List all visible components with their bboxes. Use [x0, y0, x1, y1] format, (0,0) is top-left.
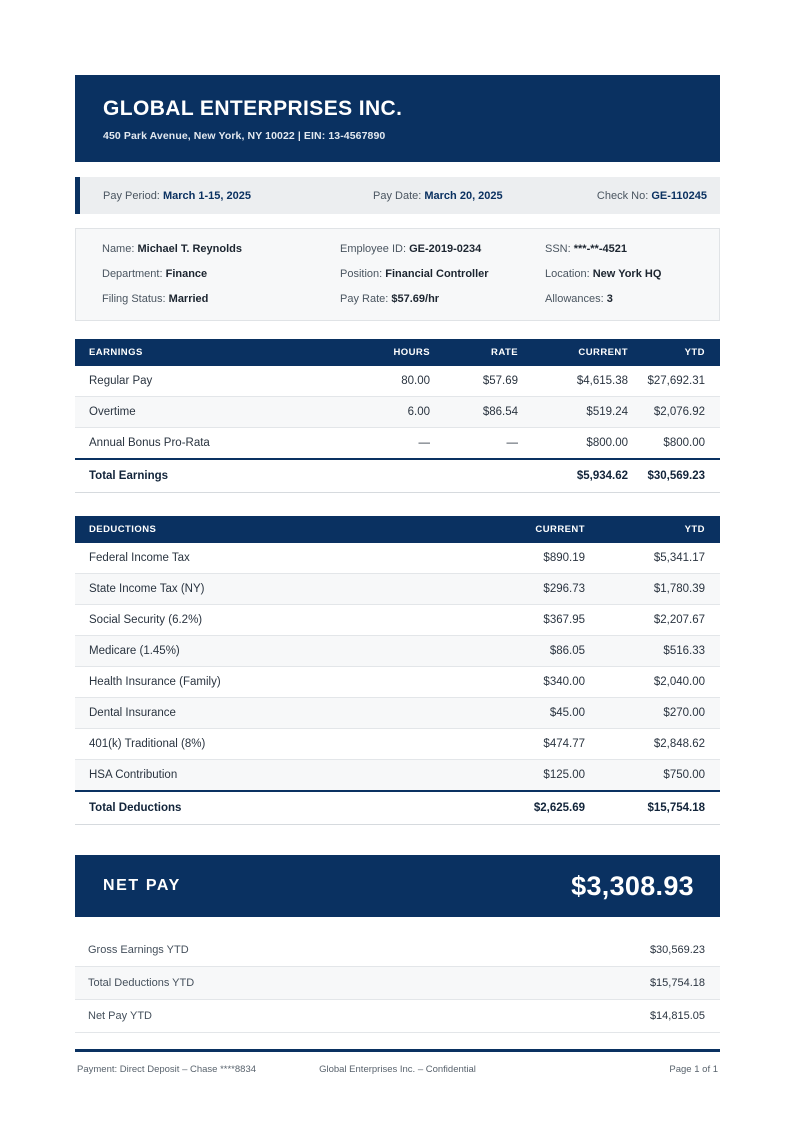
table-row	[75, 397, 720, 428]
table-row	[75, 760, 720, 792]
earnings-total-hours	[330, 459, 430, 493]
employee-location-value: New York HQ	[592, 268, 662, 281]
check-no-value: GE-110245	[651, 189, 707, 202]
footer-confidential-notice: Global Enterprises Inc. – Confidential	[319, 1064, 476, 1076]
footer	[75, 1064, 720, 1075]
deductions-row-current: $125.00	[430, 760, 585, 792]
employee-filing-status-field	[102, 293, 340, 305]
earnings-row-label: Regular Pay	[75, 366, 330, 397]
deductions-row-current: $340.00	[430, 667, 585, 698]
employee-name-field	[102, 243, 340, 255]
summary-row-value: $30,569.23	[555, 934, 720, 967]
employee-position-field	[340, 268, 545, 280]
company-header	[75, 75, 720, 162]
footer-divider	[75, 1049, 720, 1052]
pay-date-value: March 20, 2025	[424, 189, 503, 202]
earnings-header-label: EARNINGS	[75, 339, 330, 366]
deductions-row-label: Health Insurance (Family)	[75, 667, 430, 698]
employee-name-label: Name:	[102, 243, 135, 256]
employee-department-field	[102, 268, 340, 280]
employee-allowances-field	[545, 293, 693, 305]
earnings-header-row	[75, 339, 720, 366]
earnings-table-head	[75, 339, 720, 366]
pay-period-field	[103, 190, 373, 202]
check-no-field	[588, 190, 720, 202]
earnings-header-current: CURRENT	[518, 339, 628, 366]
deductions-total-ytd: $15,754.18	[585, 791, 720, 825]
deductions-header-ytd: YTD	[585, 516, 720, 543]
deductions-row-label: 401(k) Traditional (8%)	[75, 729, 430, 760]
deductions-row-ytd: $2,207.67	[585, 605, 720, 636]
employee-pay-rate-label: Pay Rate:	[340, 293, 389, 306]
employee-position-value: Financial Controller	[385, 268, 489, 281]
deductions-row-current: $45.00	[430, 698, 585, 729]
deductions-total-label: Total Deductions	[75, 791, 430, 825]
deductions-header-label: DEDUCTIONS	[75, 516, 430, 543]
deductions-row-ytd: $1,780.39	[585, 574, 720, 605]
employee-position-label: Position:	[340, 268, 383, 281]
employee-ssn-field	[545, 243, 693, 255]
deductions-row-label: Federal Income Tax	[75, 543, 430, 574]
earnings-table-body	[75, 366, 720, 493]
deductions-row-ytd: $2,040.00	[585, 667, 720, 698]
table-row	[75, 729, 720, 760]
employee-allowances-value: 3	[606, 293, 613, 306]
earnings-row-hours: 80.00	[330, 366, 430, 397]
earnings-total-ytd: $30,569.23	[628, 459, 720, 493]
earnings-row-hours: —	[330, 428, 430, 460]
deductions-table	[75, 516, 720, 825]
deductions-row-current: $296.73	[430, 574, 585, 605]
employee-info-box	[75, 228, 720, 321]
summary-row-label: Total Deductions YTD	[75, 967, 555, 1000]
deductions-header-row	[75, 516, 720, 543]
deductions-total-row	[75, 791, 720, 825]
table-row	[75, 574, 720, 605]
employee-allowances-label: Allowances:	[545, 293, 604, 306]
earnings-row-current: $800.00	[518, 428, 628, 460]
earnings-row-label: Annual Bonus Pro-Rata	[75, 428, 330, 460]
footer-payment-method: Payment: Direct Deposit – Chase ****8834	[77, 1064, 257, 1076]
employee-info-row	[102, 268, 693, 280]
earnings-header-ytd: YTD	[628, 339, 720, 366]
employee-ssn-label: SSN:	[545, 243, 571, 256]
deductions-table-head	[75, 516, 720, 543]
earnings-row-current: $4,615.38	[518, 366, 628, 397]
table-row	[75, 543, 720, 574]
summary-row-label: Net Pay YTD	[75, 1000, 555, 1033]
earnings-row-label: Overtime	[75, 397, 330, 428]
earnings-header-rate: RATE	[430, 339, 518, 366]
employee-info-row	[102, 243, 693, 255]
summary-row-value: $14,815.05	[555, 1000, 720, 1033]
deductions-table-body	[75, 543, 720, 825]
table-row	[75, 366, 720, 397]
table-row	[75, 636, 720, 667]
employee-ssn-value: ***-**-4521	[573, 243, 627, 256]
pay-period-value: March 1-15, 2025	[162, 189, 251, 202]
employee-pay-rate-value: $57.69/hr	[391, 293, 440, 306]
deductions-row-ytd: $5,341.17	[585, 543, 720, 574]
deductions-row-ytd: $750.00	[585, 760, 720, 792]
deductions-row-ytd: $270.00	[585, 698, 720, 729]
pay-date-label: Pay Date:	[373, 189, 422, 202]
pay-date-field	[373, 190, 588, 202]
table-row	[75, 605, 720, 636]
employee-department-label: Department:	[102, 268, 163, 281]
net-pay-banner	[75, 855, 720, 917]
deductions-row-ytd: $516.33	[585, 636, 720, 667]
table-row	[75, 698, 720, 729]
earnings-total-rate	[430, 459, 518, 493]
earnings-table	[75, 339, 720, 493]
employee-pay-rate-field	[340, 293, 545, 305]
check-no-label: Check No:	[596, 189, 649, 202]
employee-department-value: Finance	[165, 268, 208, 281]
employee-id-value: GE-2019-0234	[409, 243, 482, 256]
earnings-row-ytd: $800.00	[628, 428, 720, 460]
employee-info-row	[102, 293, 693, 305]
employee-id-field	[340, 243, 545, 255]
deductions-row-label: Dental Insurance	[75, 698, 430, 729]
ytd-summary-body	[75, 934, 720, 1033]
summary-row-label: Gross Earnings YTD	[75, 934, 555, 967]
earnings-row-rate: —	[430, 428, 518, 460]
pay-period-label: Pay Period:	[103, 189, 160, 202]
employee-name-value: Michael T. Reynolds	[137, 243, 242, 256]
earnings-row-rate: $86.54	[430, 397, 518, 428]
net-pay-amount: $3,308.93	[571, 870, 694, 901]
table-row	[75, 428, 720, 460]
summary-row-value: $15,754.18	[555, 967, 720, 1000]
earnings-total-label: Total Earnings	[75, 459, 330, 493]
employee-id-label: Employee ID:	[340, 243, 407, 256]
net-pay-label: NET PAY	[103, 877, 181, 895]
deductions-row-current: $474.77	[430, 729, 585, 760]
earnings-row-current: $519.24	[518, 397, 628, 428]
deductions-total-current: $2,625.69	[430, 791, 585, 825]
earnings-row-rate: $57.69	[430, 366, 518, 397]
earnings-row-ytd: $27,692.31	[628, 366, 720, 397]
list-item	[75, 934, 720, 967]
deductions-row-label: State Income Tax (NY)	[75, 574, 430, 605]
deductions-row-current: $367.95	[430, 605, 585, 636]
deductions-row-label: HSA Contribution	[75, 760, 430, 792]
table-row	[75, 667, 720, 698]
list-item	[75, 1000, 720, 1033]
list-item	[75, 967, 720, 1000]
employee-filing-status-value: Married	[168, 293, 209, 306]
deductions-row-label: Medicare (1.45%)	[75, 636, 430, 667]
deductions-header-current: CURRENT	[430, 516, 585, 543]
employee-filing-status-label: Filing Status:	[102, 293, 166, 306]
employee-location-label: Location:	[545, 268, 590, 281]
earnings-header-hours: HOURS	[330, 339, 430, 366]
company-address: 450 Park Avenue, New York, NY 10022 | EIN: 13-4567890	[103, 130, 386, 143]
pay-period-bar	[75, 177, 720, 214]
earnings-total-current: $5,934.62	[518, 459, 628, 493]
earnings-row-hours: 6.00	[330, 397, 430, 428]
employee-location-field	[545, 268, 693, 280]
deductions-row-current: $86.05	[430, 636, 585, 667]
deductions-row-current: $890.19	[430, 543, 585, 574]
earnings-row-ytd: $2,076.92	[628, 397, 720, 428]
footer-page-number: Page 1 of 1	[669, 1064, 719, 1076]
deductions-row-label: Social Security (6.2%)	[75, 605, 430, 636]
earnings-total-row	[75, 459, 720, 493]
deductions-row-ytd: $2,848.62	[585, 729, 720, 760]
ytd-summary-table	[75, 934, 720, 1033]
company-name: GLOBAL ENTERPRISES INC.	[103, 97, 403, 120]
